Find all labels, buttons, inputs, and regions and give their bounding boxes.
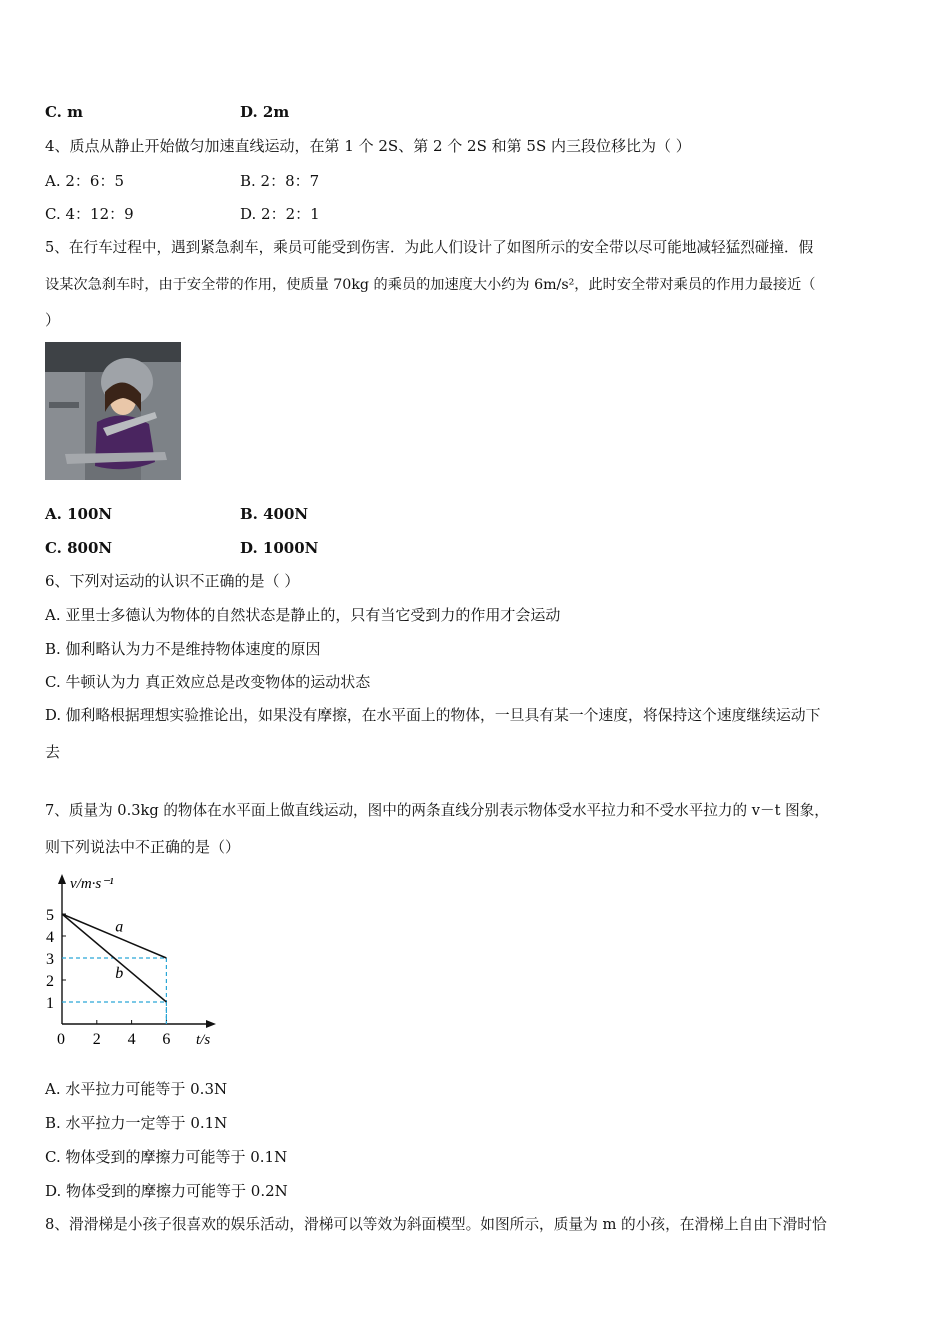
q7-option-b: B. 水平拉力一定等于 0.1N [45,1114,228,1132]
graph-axes [58,874,216,1028]
q8-stem-line1: 8、滑滑梯是小孩子很喜欢的娱乐活动，滑梯可以等效为斜面模型。如图所示，质量为 m 的小孩，在滑梯上自由下滑时恰 [45,1216,827,1233]
q7-option-a: A. 水平拉力可能等于 0.3N [45,1080,228,1098]
line-b-label: b [115,964,124,982]
y-tick-label: 1 [46,995,54,1012]
x-axis-label: t/s [196,1032,211,1048]
graph-guides [62,958,166,1024]
q7-option-c: C. 物体受到的摩擦力可能等于 0.1N [45,1148,288,1166]
q6-option-a: A. 亚里士多德认为物体的自然状态是静止的，只有当它受到力的作用才会运动 [45,606,561,624]
y-tick-label: 4 [46,929,54,946]
q6-stem: 6、下列对运动的认识不正确的是（ ） [45,572,300,590]
y-tick-label: 3 [46,951,54,968]
x-tick-label: 2 [92,1031,101,1048]
line-a-label: a [115,918,124,936]
q5-stem-line2: 设某次急刹车时，由于安全带的作用，使质量 70kg 的乘员的加速度大小约为 6m/s²，此时安全带对乘员的作用力最接近（ [45,277,816,293]
x-tick-label: 0 [57,1031,65,1048]
q6-option-d-line1: D. 伽利略根据理想实验推论出，如果没有摩擦，在水平面上的物体，一旦具有某一个速度，将保持这个速度继续运动下 [45,707,821,724]
q5-option-c: C. 800N [45,539,113,557]
vt-graph [38,866,228,1056]
y-tick-label: 5 [46,907,54,924]
q7-stem-line1: 7、质量为 0.3kg 的物体在水平面上做直线运动，图中的两条直线分别表示物体受水平拉力和不受水平拉力的 v－t 图象， [45,802,829,819]
q4-option-c: C. 4：12：9 [45,205,134,223]
q5-option-b: B. 400N [240,505,309,523]
q4-option-d: D. 2：2：1 [240,205,320,223]
seatbelt-photo [45,342,181,480]
q5-stem-line3: ） [45,311,61,329]
q7-stem-line2: 则下列说法中不正确的是（） [45,838,241,856]
q7-option-d: D. 物体受到的摩擦力可能等于 0.2N [45,1182,288,1200]
y-tick-label: 2 [46,973,54,990]
q4-option-b: B. 2：8：7 [240,172,320,190]
q3-option-d: D. 2m [240,103,290,121]
q5-option-a: A. 100N [45,505,113,523]
y-axis-label: v/m·s⁻¹ [70,876,114,892]
q3-option-c: C. m [45,103,83,121]
q6-option-d-line2: 去 [45,743,61,761]
x-tick-label: 4 [127,1031,136,1048]
q4-stem: 4、质点从静止开始做匀加速直线运动，在第 1 个 2S、第 2 个 2S 和第 5S 内三段位移比为（ ） [45,137,691,155]
q4-option-a: A. 2：6：5 [45,172,124,190]
q5-stem-line1: 5、在行车过程中，遇到紧急刹车，乘员可能受到伤害．为此人们设计了如图所示的安全带以尽可能地减轻猛烈碰撞．假 [45,239,814,256]
series-line-a [62,914,166,958]
graph-ticks [46,907,170,1048]
x-tick-label: 6 [162,1031,171,1048]
q6-option-c: C. 牛顿认为力 真正效应总是改变物体的运动状态 [45,673,371,691]
q5-option-d: D. 1000N [240,539,319,557]
q6-option-b: B. 伽利略认为力不是维持物体速度的原因 [45,640,321,658]
